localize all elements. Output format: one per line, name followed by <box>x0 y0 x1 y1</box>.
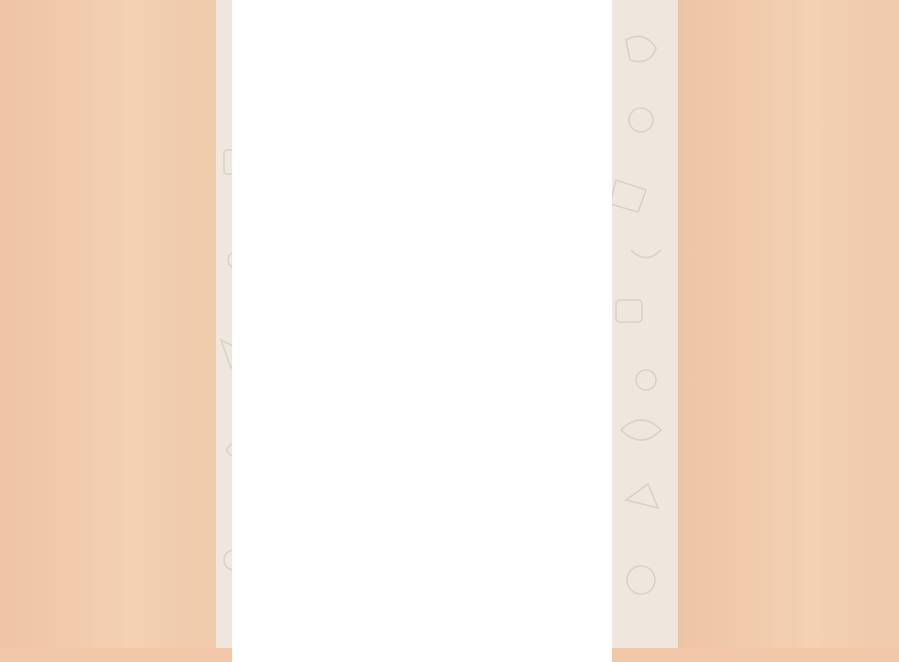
right-frame-background <box>678 0 899 648</box>
message-bubble <box>232 0 612 662</box>
left-frame-background <box>0 0 216 648</box>
